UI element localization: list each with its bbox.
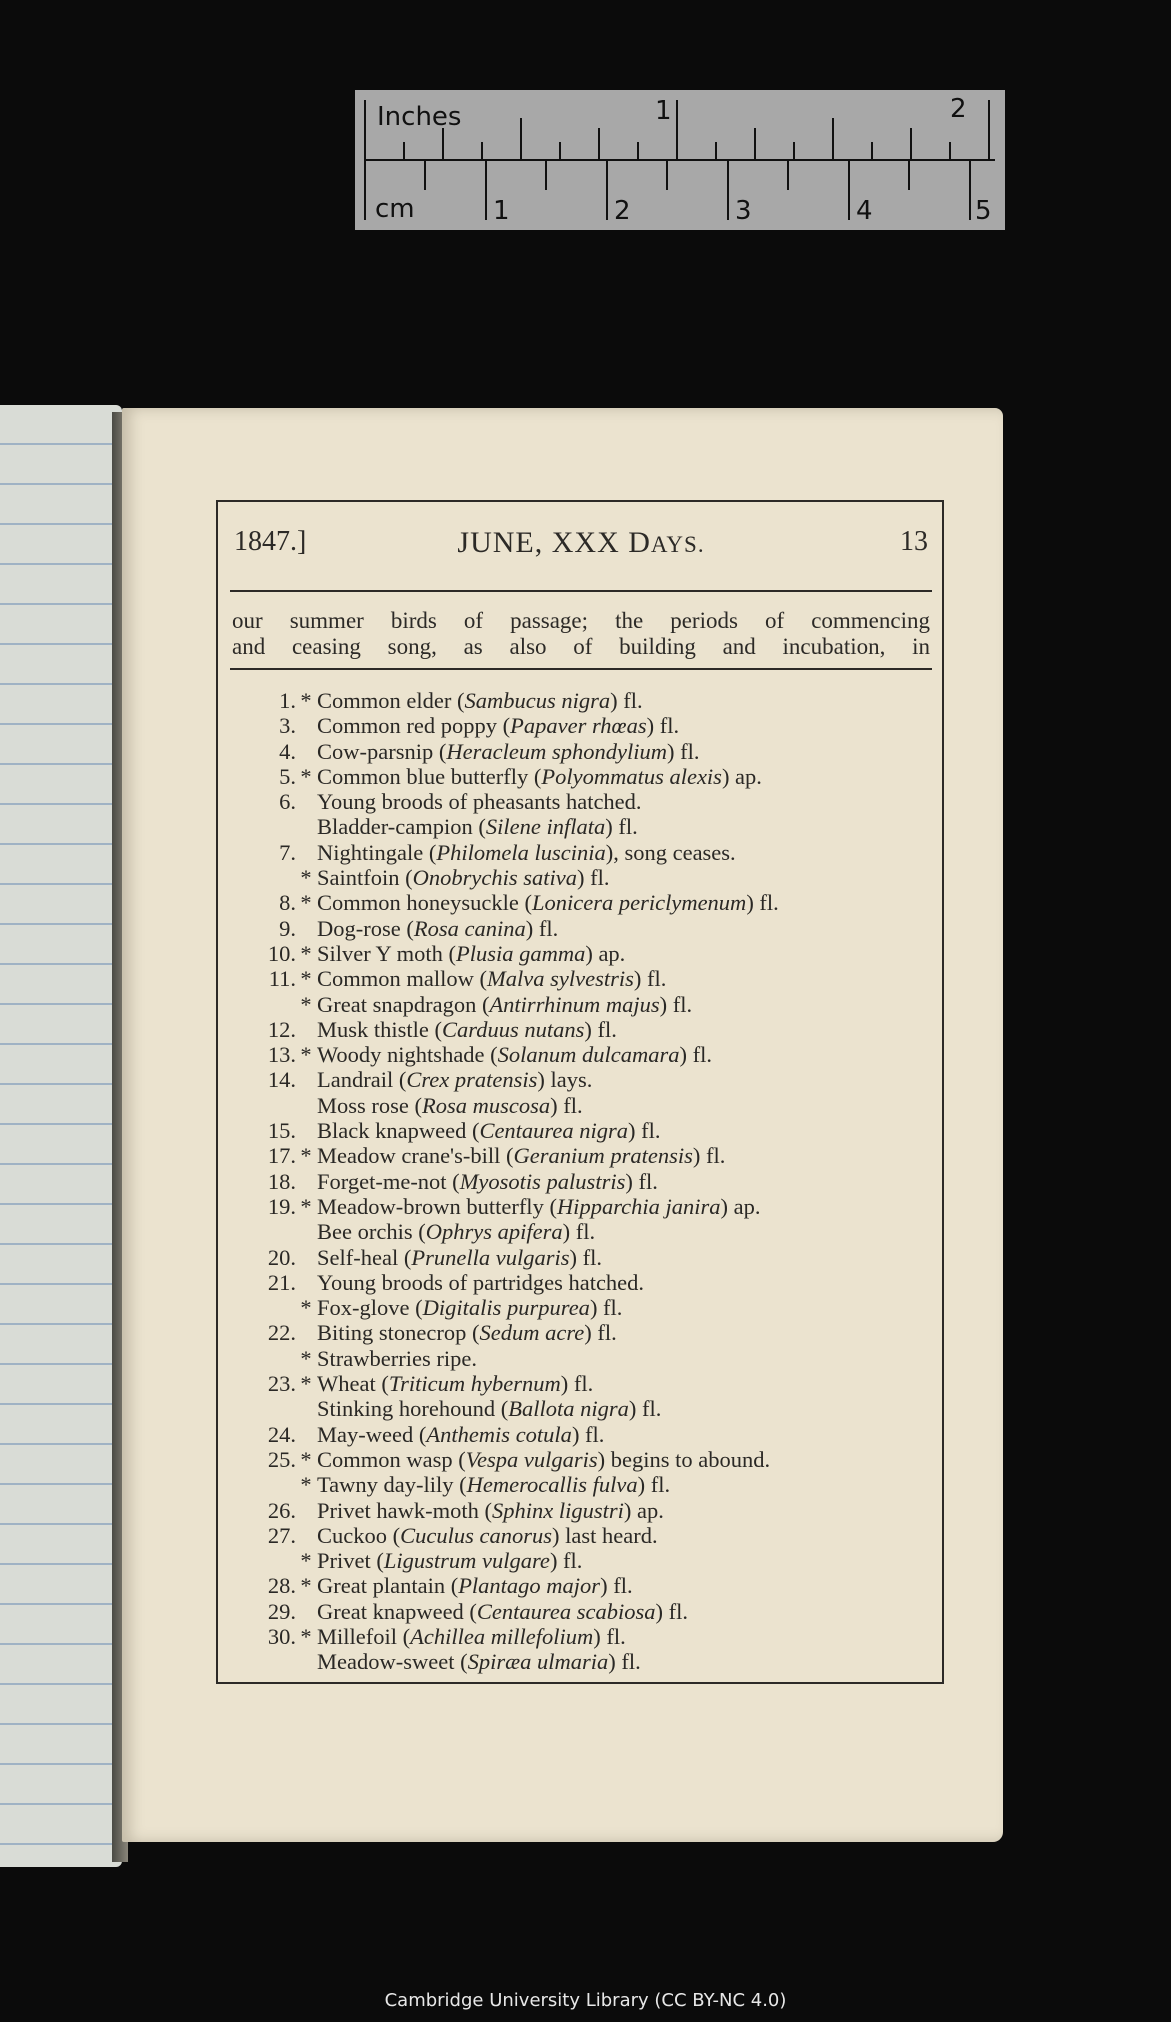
entry-asterisk: *: [300, 1143, 312, 1169]
list-item: [218, 1245, 942, 1270]
entry-text-part: ) fl.: [562, 1219, 596, 1245]
list-item: [218, 1599, 942, 1624]
facing-page: [0, 405, 122, 1867]
entry-text-part: ) fl.: [584, 1016, 617, 1042]
list-item: [218, 764, 942, 789]
entry-day-number: 23.: [267, 1371, 296, 1397]
species-name: Antirrhinum majus: [489, 991, 660, 1017]
list-item: [218, 1422, 942, 1447]
entry-text-part: ) lays.: [537, 1067, 593, 1093]
scale-ruler: [355, 90, 1005, 230]
entry-text: [317, 1017, 617, 1042]
entry-text: [317, 1320, 617, 1345]
entry-text-part: ) fl.: [525, 915, 559, 941]
list-item: [218, 789, 942, 814]
entry-day-number: 10.: [267, 940, 296, 966]
species-name: Philomela luscinia: [436, 839, 606, 865]
entry-day-number: 27.: [267, 1522, 296, 1548]
species-name: Papaver rhœas: [510, 713, 647, 739]
species-name: Spiræa ulmaria: [467, 1649, 609, 1675]
entry-text: [317, 764, 762, 789]
entry-text: [317, 840, 736, 865]
species-name: Achillea millefolium: [410, 1623, 594, 1649]
entry-asterisk: *: [300, 1623, 312, 1649]
entry-text-part: Privet hawk-moth (: [317, 1497, 492, 1523]
entry-text: [317, 1093, 583, 1118]
entry-day-number: 25.: [267, 1446, 296, 1472]
species-name: Plantago major: [458, 1573, 601, 1599]
entry-text-part: Musk thistle (: [317, 1016, 443, 1042]
intro-line: our summer birds of passage; the periods of commencing: [232, 608, 930, 633]
entry-text-part: ) fl.: [600, 1573, 633, 1599]
entry-text-part: ) fl.: [625, 1168, 658, 1194]
species-name: Anthemis cotula: [426, 1421, 572, 1447]
species-name: Ophrys apifera: [425, 1219, 563, 1245]
list-item: [218, 865, 942, 890]
entry-day-number: 5.: [279, 763, 296, 789]
entry-text: [317, 739, 699, 764]
entry-day-number: 7.: [279, 839, 296, 865]
entry-text-part: Great plantain (: [317, 1573, 459, 1599]
entry-text-part: Common honeysuckle (: [317, 890, 532, 916]
list-item: [218, 1649, 942, 1674]
entry-day-number: 13.: [267, 1042, 296, 1068]
entry-text: [317, 1371, 593, 1396]
entry-text-part: ) fl.: [560, 1371, 594, 1397]
entry-text-part: Bladder-campion (: [317, 814, 486, 840]
entry-text: [317, 1573, 633, 1598]
list-item: [218, 713, 942, 738]
entry-text: [317, 713, 679, 738]
entry-text-part: Landrail (: [317, 1067, 407, 1093]
entry-text: [317, 865, 609, 890]
species-name: Centaurea nigra: [479, 1118, 628, 1144]
entry-text: [317, 1599, 688, 1624]
page-frame: [216, 500, 944, 1684]
entry-text-part: ) fl.: [571, 1421, 605, 1447]
entry-text-part: ) fl.: [576, 865, 610, 891]
entry-day-number: 26.: [267, 1497, 296, 1523]
species-name: Polyommatus alexis: [541, 763, 722, 789]
title-main: JUNE, XXX D: [457, 526, 651, 559]
list-item: [218, 1017, 942, 1042]
list-item: [218, 1295, 942, 1320]
entry-asterisk: *: [300, 1573, 312, 1599]
list-item: [218, 840, 942, 865]
list-item: [218, 1498, 942, 1523]
entry-text: [317, 1523, 658, 1548]
entry-day-number: 6.: [279, 789, 296, 815]
entry-text: [317, 1270, 644, 1295]
entry-text-part: ) fl.: [659, 991, 693, 1017]
entry-text-part: Young broods of pheasants hatched.: [317, 789, 642, 815]
ruler-cm-label: cm: [375, 194, 415, 224]
species-name: Solanum dulcamara: [497, 1042, 680, 1068]
entry-text: [317, 1548, 582, 1573]
entry-text-part: Great knapweed (: [317, 1598, 477, 1624]
list-item: [218, 1396, 942, 1421]
entry-text-part: ) ap.: [721, 763, 762, 789]
list-item: [218, 916, 942, 941]
entry-text-part: ) ap.: [585, 940, 626, 966]
entry-text-part: Millefoil (: [317, 1623, 411, 1649]
entry-text: [317, 1169, 658, 1194]
entry-text-part: Young broods of partridges hatched.: [317, 1269, 645, 1295]
entry-text-part: ) fl.: [550, 1092, 583, 1118]
entry-asterisk: *: [300, 991, 312, 1017]
entry-day-number: 3.: [279, 713, 296, 739]
entry-day-number: 17.: [267, 1143, 296, 1169]
entry-text-part: ) fl.: [655, 1598, 688, 1624]
entry-asterisk: *: [300, 1472, 312, 1498]
ruler-cm-mark: 3: [735, 196, 752, 226]
image-credit: Cambridge University Library (CC BY-NC 4.0): [384, 1990, 787, 2011]
entry-text-part: ) fl.: [666, 738, 700, 764]
entry-text-part: ) fl.: [633, 966, 667, 992]
list-item: [218, 1346, 942, 1371]
entry-text: [317, 992, 692, 1017]
list-item: [218, 1523, 942, 1548]
entry-text-part: Dog-rose (: [317, 915, 414, 941]
intro-rule: [230, 668, 932, 670]
species-name: Sedum acre: [479, 1320, 585, 1346]
species-name: Ligustrum vulgare: [383, 1548, 550, 1574]
list-item: [218, 1270, 942, 1295]
list-item: [218, 1371, 942, 1396]
species-name: Plusia gamma: [455, 940, 586, 966]
entry-text: [317, 1118, 660, 1143]
entry-text-part: May-weed (: [317, 1421, 427, 1447]
entry-text: [317, 688, 643, 713]
entry-day-number: 14.: [267, 1067, 296, 1093]
list-item: [218, 1548, 942, 1573]
species-name: Rosa muscosa: [422, 1092, 551, 1118]
entry-text-part: Meadow-sweet (: [317, 1649, 468, 1675]
species-name: Silene inflata: [485, 814, 606, 840]
entry-text-part: ) fl.: [646, 713, 680, 739]
entry-text: [317, 1194, 760, 1219]
entry-text-part: Tawny day-lily (: [317, 1472, 467, 1498]
entry-text-part: ) fl.: [692, 1143, 726, 1169]
entry-text: [317, 1396, 661, 1421]
species-name: Triticum hybernum: [388, 1371, 561, 1397]
ruler-inches-label: Inches: [377, 102, 462, 132]
list-item: [218, 739, 942, 764]
entry-text-part: Common elder (: [317, 688, 465, 713]
species-name: Geranium pratensis: [513, 1143, 693, 1169]
entry-day-number: 29.: [267, 1598, 296, 1624]
entry-asterisk: *: [300, 688, 312, 713]
species-name: Malva sylvestris: [487, 966, 634, 992]
list-item: [218, 1067, 942, 1092]
list-item: [218, 1320, 942, 1345]
entry-day-number: 28.: [267, 1573, 296, 1599]
intro-line: and ceasing song, as also of building and incubation, in: [232, 634, 930, 659]
entry-text-part: ) fl.: [593, 1623, 626, 1649]
entry-asterisk: *: [300, 1446, 312, 1472]
entry-text-part: Nightingale (: [317, 839, 437, 865]
entry-asterisk: *: [300, 1042, 312, 1068]
species-name: Sambucus nigra: [464, 688, 611, 713]
entry-text: [317, 1472, 670, 1497]
entry-asterisk: *: [300, 865, 312, 891]
ruler-cm-mark: 1: [493, 196, 510, 226]
entry-text-part: Common blue butterfly (: [317, 763, 542, 789]
entry-text-part: Common mallow (: [317, 966, 487, 992]
list-item: [218, 941, 942, 966]
entry-text: [317, 1624, 626, 1649]
entry-text-part: ) fl.: [637, 1472, 671, 1498]
entry-day-number: 8.: [279, 890, 296, 916]
entry-text-part: ) fl.: [608, 1649, 641, 1675]
entry-text: [317, 789, 642, 814]
entry-text-part: Black knapweed (: [317, 1118, 480, 1144]
running-header: [234, 526, 928, 570]
page-title: [234, 526, 928, 560]
entry-text-part: ) fl.: [589, 1295, 623, 1321]
species-name: Crex pratensis: [406, 1067, 538, 1093]
list-item: [218, 966, 942, 991]
species-name: Myosotis palustris: [459, 1168, 626, 1194]
entry-text: [317, 1042, 712, 1067]
species-name: Cuculus canorus: [400, 1522, 552, 1548]
entry-text-part: Cuckoo (: [317, 1522, 401, 1548]
list-item: [218, 1624, 942, 1649]
entry-asterisk: *: [300, 940, 312, 966]
entry-asterisk: *: [300, 966, 312, 992]
species-name: Carduus nutans: [442, 1016, 585, 1042]
entry-day-number: 18.: [267, 1168, 296, 1194]
entry-day-number: 12.: [267, 1016, 296, 1042]
species-name: Hemerocallis fulva: [466, 1472, 638, 1498]
list-item: [218, 1472, 942, 1497]
entry-asterisk: *: [300, 1371, 312, 1397]
list-item: [218, 814, 942, 839]
species-name: Ballota nigra: [508, 1396, 629, 1422]
entry-text: [317, 1346, 477, 1371]
entry-day-number: 19.: [267, 1193, 296, 1219]
entry-text: [317, 1498, 664, 1523]
entry-text: [317, 941, 625, 966]
entry-text-part: ) fl.: [549, 1548, 583, 1574]
phenology-list: [218, 688, 942, 1675]
entry-text-part: Stinking horehound (: [317, 1396, 509, 1422]
list-item: [218, 1143, 942, 1168]
entry-text: [317, 966, 666, 991]
entry-text-part: ) fl.: [679, 1042, 713, 1068]
header-year: 1847.]: [234, 526, 307, 557]
list-item: [218, 1447, 942, 1472]
entry-text-part: Meadow crane's-bill (: [317, 1143, 514, 1169]
list-item: [218, 1118, 942, 1143]
list-item: [218, 1093, 942, 1118]
entry-text-part: Cow-parsnip (: [317, 738, 447, 764]
entry-text-part: Privet (: [317, 1548, 384, 1574]
entry-text: [317, 1067, 592, 1092]
entry-text-part: ) ap.: [623, 1497, 664, 1523]
entry-text-part: ) fl.: [605, 814, 638, 840]
entry-day-number: 24.: [267, 1421, 296, 1447]
entry-text-part: ), song ceases.: [605, 839, 736, 865]
entry-text: [317, 916, 558, 941]
entry-text-part: Strawberries ripe.: [317, 1345, 477, 1371]
entry-text-part: ) fl.: [628, 1396, 662, 1422]
entry-text-part: Common wasp (: [317, 1446, 466, 1472]
title-small-caps: AYS.: [650, 532, 705, 557]
entry-text-part: Bee orchis (: [317, 1219, 426, 1245]
entry-asterisk: *: [300, 1345, 312, 1371]
ruler-cm-mark: 5: [975, 196, 992, 226]
list-item: [218, 1042, 942, 1067]
entry-text-part: ) fl.: [627, 1118, 661, 1144]
header-rule: [230, 590, 932, 592]
species-name: Digitalis purpurea: [422, 1295, 590, 1321]
species-name: Prunella vulgaris: [411, 1244, 570, 1270]
entry-text-part: Fox-glove (: [317, 1295, 423, 1321]
entry-text: [317, 1245, 602, 1270]
entry-day-number: 22.: [267, 1320, 296, 1346]
species-name: Rosa canina: [413, 915, 526, 941]
ruler-cm-mark: 2: [614, 196, 631, 226]
list-item: [218, 992, 942, 1017]
entry-text-part: Saintfoin (: [317, 865, 413, 891]
entry-text-part: ) fl.: [610, 688, 643, 713]
species-name: Heracleum sphondylium: [446, 738, 667, 764]
entry-day-number: 30.: [267, 1623, 296, 1649]
entry-text-part: Self-heal (: [317, 1244, 412, 1270]
entry-asterisk: *: [300, 1193, 312, 1219]
list-item: [218, 1194, 942, 1219]
entry-text: [317, 814, 638, 839]
species-name: Vespa vulgaris: [465, 1446, 598, 1472]
entry-day-number: 20.: [267, 1244, 296, 1270]
species-name: Lonicera periclymenum: [531, 890, 747, 916]
entry-asterisk: *: [300, 763, 312, 789]
entry-asterisk: *: [300, 890, 312, 916]
entry-asterisk: *: [300, 1295, 312, 1321]
entry-text: [317, 1143, 725, 1168]
entry-text-part: Wheat (: [317, 1371, 389, 1397]
entry-text-part: Common red poppy (: [317, 713, 511, 739]
species-name: Hipparchia janira: [556, 1193, 721, 1219]
entry-text-part: Forget-me-not (: [317, 1168, 460, 1194]
page-number: 13: [900, 526, 928, 557]
ruler-inch-mark: 2: [950, 94, 967, 124]
entry-text-part: Great snapdragon (: [317, 991, 490, 1017]
entry-text-part: ) fl.: [569, 1244, 602, 1270]
entry-day-number: 11.: [268, 966, 296, 992]
entry-day-number: 9.: [279, 915, 296, 941]
species-name: Sphinx ligustri: [491, 1497, 624, 1523]
entry-text-part: ) last heard.: [552, 1522, 658, 1548]
entry-text-part: Woody nightshade (: [317, 1042, 498, 1068]
list-item: [218, 1219, 942, 1244]
entry-text: [317, 1649, 641, 1674]
species-name: Onobrychis sativa: [412, 865, 577, 891]
entry-day-number: 15.: [267, 1118, 296, 1144]
intro-paragraph: [232, 608, 930, 660]
entry-asterisk: *: [300, 1548, 312, 1574]
entry-day-number: 4.: [279, 738, 296, 764]
entry-text-part: ) fl.: [746, 890, 779, 916]
entry-text: [317, 1447, 770, 1472]
entry-text: [317, 1295, 622, 1320]
list-item: [218, 1573, 942, 1598]
entry-text: [317, 890, 779, 915]
book-page: [122, 408, 1003, 1842]
list-item: [218, 688, 942, 713]
entry-text-part: Moss rose (: [317, 1092, 422, 1118]
ruler-inch-mark: 1: [655, 96, 672, 126]
list-item: [218, 1169, 942, 1194]
entry-day-number: 1.: [279, 688, 296, 713]
entry-day-number: 21.: [267, 1269, 296, 1295]
species-name: Centaurea scabiosa: [476, 1598, 656, 1624]
entry-text-part: Silver Y moth (: [317, 940, 456, 966]
entry-text: [317, 1219, 595, 1244]
ruler-cm-mark: 4: [856, 196, 873, 226]
list-item: [218, 890, 942, 915]
entry-text-part: Meadow-brown butterfly (: [317, 1193, 557, 1219]
entry-text: [317, 1422, 604, 1447]
entry-text-part: ) fl.: [584, 1320, 617, 1346]
entry-text-part: Biting stonecrop (: [317, 1320, 480, 1346]
entry-text-part: ) ap.: [720, 1193, 761, 1219]
entry-text-part: ) begins to abound.: [597, 1446, 771, 1472]
